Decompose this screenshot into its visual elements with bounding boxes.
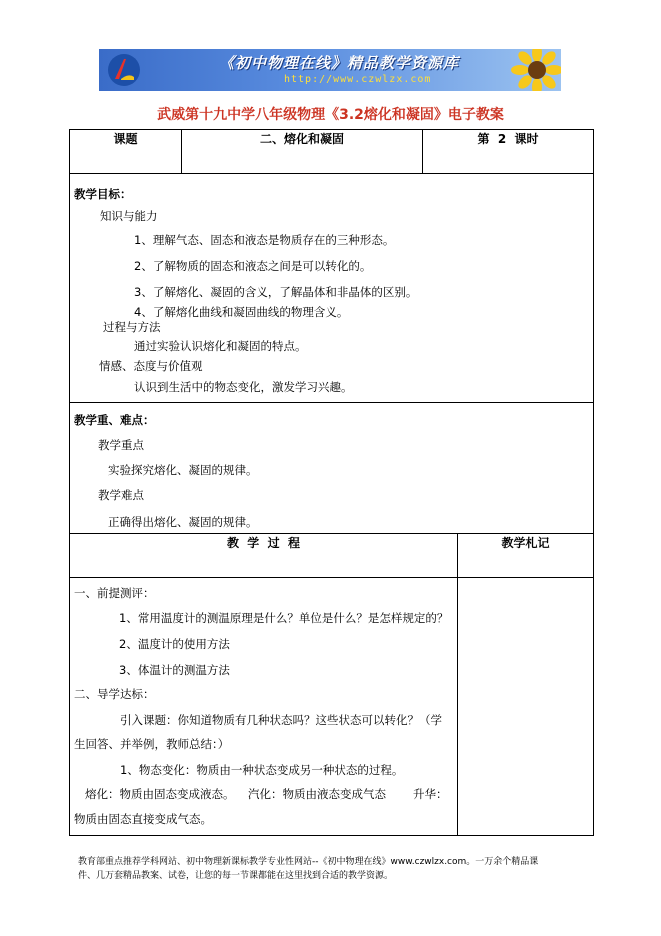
knowledge-item-4: 4、了解熔化曲线和凝固曲线的物理含义。 <box>134 305 349 319</box>
title-lesson: 《3.2熔化和凝固》 <box>325 107 448 123</box>
part2-heading: 二、导学达标： <box>74 687 155 701</box>
title-prefix: 武威第十九中学八年级物理 <box>157 107 326 123</box>
question-3: 3、体温计的测温方法 <box>119 663 230 677</box>
footer-line-2: 件、几万套精品教案、试卷，让您的每一节课都能在这里找到合适的教学资源。 <box>78 871 394 881</box>
emotion-item: 认识到生活中的物态变化，激发学习兴趣。 <box>134 380 353 394</box>
goals-section <box>70 174 593 402</box>
knowledge-item-3: 3、了解熔化、凝固的含义，了解晶体和非晶体的区别。 <box>134 285 418 299</box>
header-row <box>70 130 594 174</box>
document-title <box>0 104 661 124</box>
sublimation-def: 物质由固态直接变成气态。 <box>74 812 212 826</box>
key-points-section <box>70 403 593 533</box>
banner-url[interactable]: http://www.czwlzx.com <box>284 74 432 85</box>
knowledge-label: 知识与能力 <box>100 209 158 223</box>
emotion-label: 情感、态度与价值观 <box>99 359 203 373</box>
difficulty-item: 正确得出熔化、凝固的规律。 <box>108 515 258 529</box>
header-banner <box>99 49 561 91</box>
vaporization-def: 汽化：物质由液态变成气态 <box>248 787 386 801</box>
question-1: 1、常用温度计的测温原理是什么？单位是什么？是怎样规定的？ <box>119 611 449 625</box>
goals-heading: 教学目标： <box>74 187 132 201</box>
footer <box>78 855 588 883</box>
key-label: 教学重点 <box>98 438 144 452</box>
subject-value: 二、熔化和凝固 <box>182 130 423 174</box>
subject-label: 课题 <box>70 130 182 174</box>
melting-def: 熔化：物质由固态变成液态。 <box>85 787 235 801</box>
difficulty-label: 教学难点 <box>98 488 144 502</box>
intro-line-1: 引入课题：你知道物质有几种状态吗？这些状态可以转化？（学 <box>120 713 442 727</box>
key-points-heading: 教学重、难点： <box>74 413 155 427</box>
sublimation-label: 升华： <box>413 787 448 801</box>
state-change: 1、物态变化：物质由一种状态变成另一种状态的过程。 <box>120 763 404 777</box>
footer-line-1: 教育部重点推荐学科网站、初中物理新课标教学专业性网站--《初中物理在线》www.czwlzx.com。一万余个精品课 <box>78 857 539 867</box>
logo-icon <box>107 53 141 87</box>
knowledge-item-1: 1、理解气态、固态和液态是物质存在的三种形态。 <box>134 233 395 247</box>
process-label: 过程与方法 <box>103 320 161 334</box>
process-header: 教 学 过 程 <box>70 534 458 578</box>
key-points-row <box>70 403 594 534</box>
banner-title: 《初中物理在线》精品教学资源库 <box>219 54 460 72</box>
notes-cell <box>458 578 594 836</box>
process-row <box>70 578 594 836</box>
part1-heading: 一、前提测评： <box>74 586 155 600</box>
sunflower-icon <box>507 49 561 91</box>
intro-line-2: 生回答、并举例，教师总结：） <box>74 737 230 751</box>
question-2: 2、温度计的使用方法 <box>119 637 230 651</box>
lesson-number: 第 2 课时 <box>423 130 594 174</box>
title-suffix: 电子教案 <box>447 107 504 123</box>
lesson-plan-table <box>69 129 594 836</box>
process-header-row <box>70 534 594 578</box>
knowledge-item-2: 2、了解物质的固态和液态之间是可以转化的。 <box>134 259 372 273</box>
goals-row <box>70 174 594 403</box>
process-item: 通过实验认识熔化和凝固的特点。 <box>134 339 307 353</box>
key-item: 实验探究熔化、凝固的规律。 <box>108 463 258 477</box>
notes-header: 教学札记 <box>458 534 594 578</box>
process-section <box>70 578 457 835</box>
